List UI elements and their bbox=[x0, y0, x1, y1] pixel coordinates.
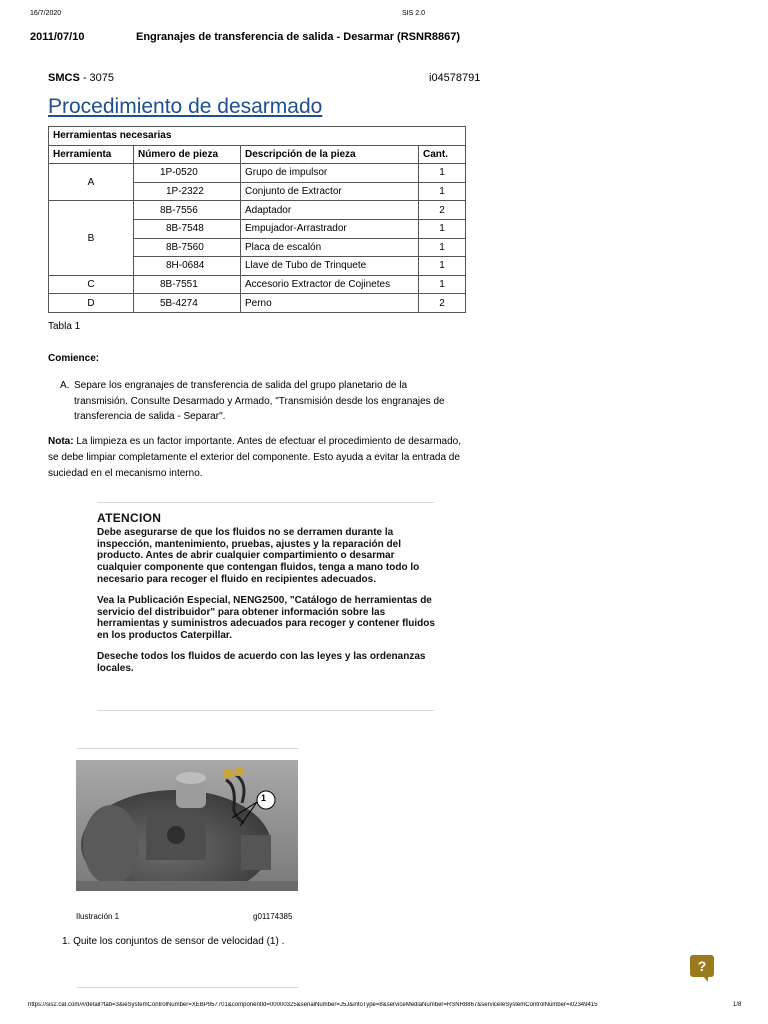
tool-cell: D bbox=[49, 294, 134, 313]
column-header: Herramienta bbox=[49, 145, 134, 164]
description-cell: Adaptador bbox=[241, 201, 419, 220]
part-number-cell: 8B-7548 bbox=[134, 219, 241, 238]
tool-cell: C bbox=[49, 275, 134, 294]
table-row bbox=[49, 275, 466, 294]
tool-cell: A bbox=[49, 164, 134, 201]
description-cell: Empujador-Arrastrador bbox=[241, 219, 419, 238]
print-date: 16/7/2020 bbox=[30, 10, 62, 17]
tools-table bbox=[48, 126, 466, 313]
document-title: Engranajes de transferencia de salida - Desarmar (RSNR8867) bbox=[136, 31, 461, 43]
callout-number: 1 bbox=[261, 793, 267, 803]
note bbox=[48, 434, 466, 482]
description-cell: Accesorio Extractor de Cojinetes bbox=[241, 275, 419, 294]
part-number-cell: 8B-7551 bbox=[134, 275, 241, 294]
description-cell: Conjunto de Extractor bbox=[241, 182, 419, 201]
quantity-cell: 1 bbox=[419, 257, 466, 276]
description-cell: Llave de Tubo de Trinquete bbox=[241, 257, 419, 276]
description-cell: Placa de escalón bbox=[241, 238, 419, 257]
illustration-photo bbox=[76, 760, 298, 891]
page-title: Procedimiento de desarmado bbox=[48, 95, 323, 118]
table-title: Herramientas necesarias bbox=[49, 127, 466, 146]
quantity-cell: 2 bbox=[419, 201, 466, 220]
illustration-caption: Ilustración 1 bbox=[76, 912, 120, 921]
description-cell: Perno bbox=[241, 294, 419, 313]
quantity-cell: 1 bbox=[419, 164, 466, 183]
illustration-id: g01174385 bbox=[253, 912, 293, 921]
part-number-cell: 5B-4274 bbox=[134, 294, 241, 313]
warning-paragraph: Deseche todos los fluidos de acuerdo con las leyes y las ordenanzas locales. bbox=[97, 650, 426, 674]
warning-box bbox=[97, 513, 437, 684]
tool-cell: B bbox=[49, 201, 134, 275]
warning-title: ATENCION bbox=[97, 511, 162, 525]
quantity-cell: 1 bbox=[419, 275, 466, 294]
transmission-photo bbox=[76, 760, 298, 891]
divider bbox=[76, 748, 298, 749]
smcs-label: SMCS bbox=[48, 72, 80, 84]
table-row bbox=[49, 294, 466, 313]
part-number-cell: 8H-0684 bbox=[134, 257, 241, 276]
column-header: Número de pieza bbox=[134, 145, 241, 164]
column-header: Descripción de la pieza bbox=[241, 145, 419, 164]
footer-page-number: 1/8 bbox=[733, 1002, 742, 1008]
table-header-row bbox=[49, 145, 466, 164]
note-label: Nota: bbox=[48, 436, 74, 447]
warning-paragraph: Debe asegurarse de que los fluidos no se derramen durante la inspección, mantenimiento, pruebas, ajustes y la reparación del producto. Antes de abrir cualquier compartimiento o desarmar cualquier componente que contengan fluidos, tenga a mano todo lo necesario para recoger el fluido en recipientes adecuados. bbox=[97, 526, 420, 585]
part-number-cell: 1P-2322 bbox=[134, 182, 241, 201]
quantity-cell: 1 bbox=[419, 238, 466, 257]
document-date: 2011/07/10 bbox=[30, 31, 85, 43]
quantity-cell: 2 bbox=[419, 294, 466, 313]
smcs-value: - 3075 bbox=[79, 72, 115, 84]
divider bbox=[76, 987, 298, 988]
note-text: La limpieza es un factor importante. Antes de efectuar el procedimiento de desarmado, se debe limpiar completamente el exterior del componente. Esto ayuda a evitar la entrada de suciedad en el mecanismo interno. bbox=[48, 436, 462, 479]
step-a-text: Separe los engranajes de transferencia de salida del grupo planetario de la transmisión. Consulte Desarmado y Armado, "Transmisión desde los engranajes de transferencia de salida - Separar". bbox=[74, 380, 445, 422]
quantity-cell: 1 bbox=[419, 182, 466, 201]
step-a-label: A. bbox=[60, 380, 70, 391]
table-row bbox=[49, 201, 466, 220]
table-caption: Tabla 1 bbox=[48, 321, 81, 332]
description-cell: Grupo de impulsor bbox=[241, 164, 419, 183]
step-1: 1. Quite los conjuntos de sensor de velocidad (1) . bbox=[62, 936, 285, 947]
column-header: Cant. bbox=[419, 145, 466, 164]
document-id: i04578791 bbox=[429, 72, 481, 84]
start-label: Comience: bbox=[48, 353, 100, 364]
warning-paragraph: Vea la Publicación Especial, NENG2500, "Catálogo de herramientas de servicio del distribuidor" para obtener información sobre las herramientas y suministros adecuados para recoger y contener fluidos en los productos Caterpillar. bbox=[97, 594, 435, 642]
divider bbox=[97, 710, 434, 711]
footer-url: https://sis2.cat.com/#/detail?tab=3&ieSystemControlNumber=XEBP957701&componentId=00000325&serialNumber=J5J&infoType=8&serviceMediaNumber=RSNR8867&serviceIeSystemControlNumber=i02349415 bbox=[28, 1002, 598, 1008]
chat-help-icon[interactable]: ? bbox=[690, 955, 714, 977]
part-number-cell: 8B-7560 bbox=[134, 238, 241, 257]
step-a bbox=[60, 378, 450, 425]
quantity-cell: 1 bbox=[419, 219, 466, 238]
table-row bbox=[49, 164, 466, 183]
smcs-code bbox=[48, 72, 114, 84]
print-app-name: SIS 2.0 bbox=[402, 10, 425, 17]
part-number-cell: 1P-0520 bbox=[134, 164, 241, 183]
part-number-cell: 8B-7556 bbox=[134, 201, 241, 220]
divider bbox=[97, 502, 434, 503]
